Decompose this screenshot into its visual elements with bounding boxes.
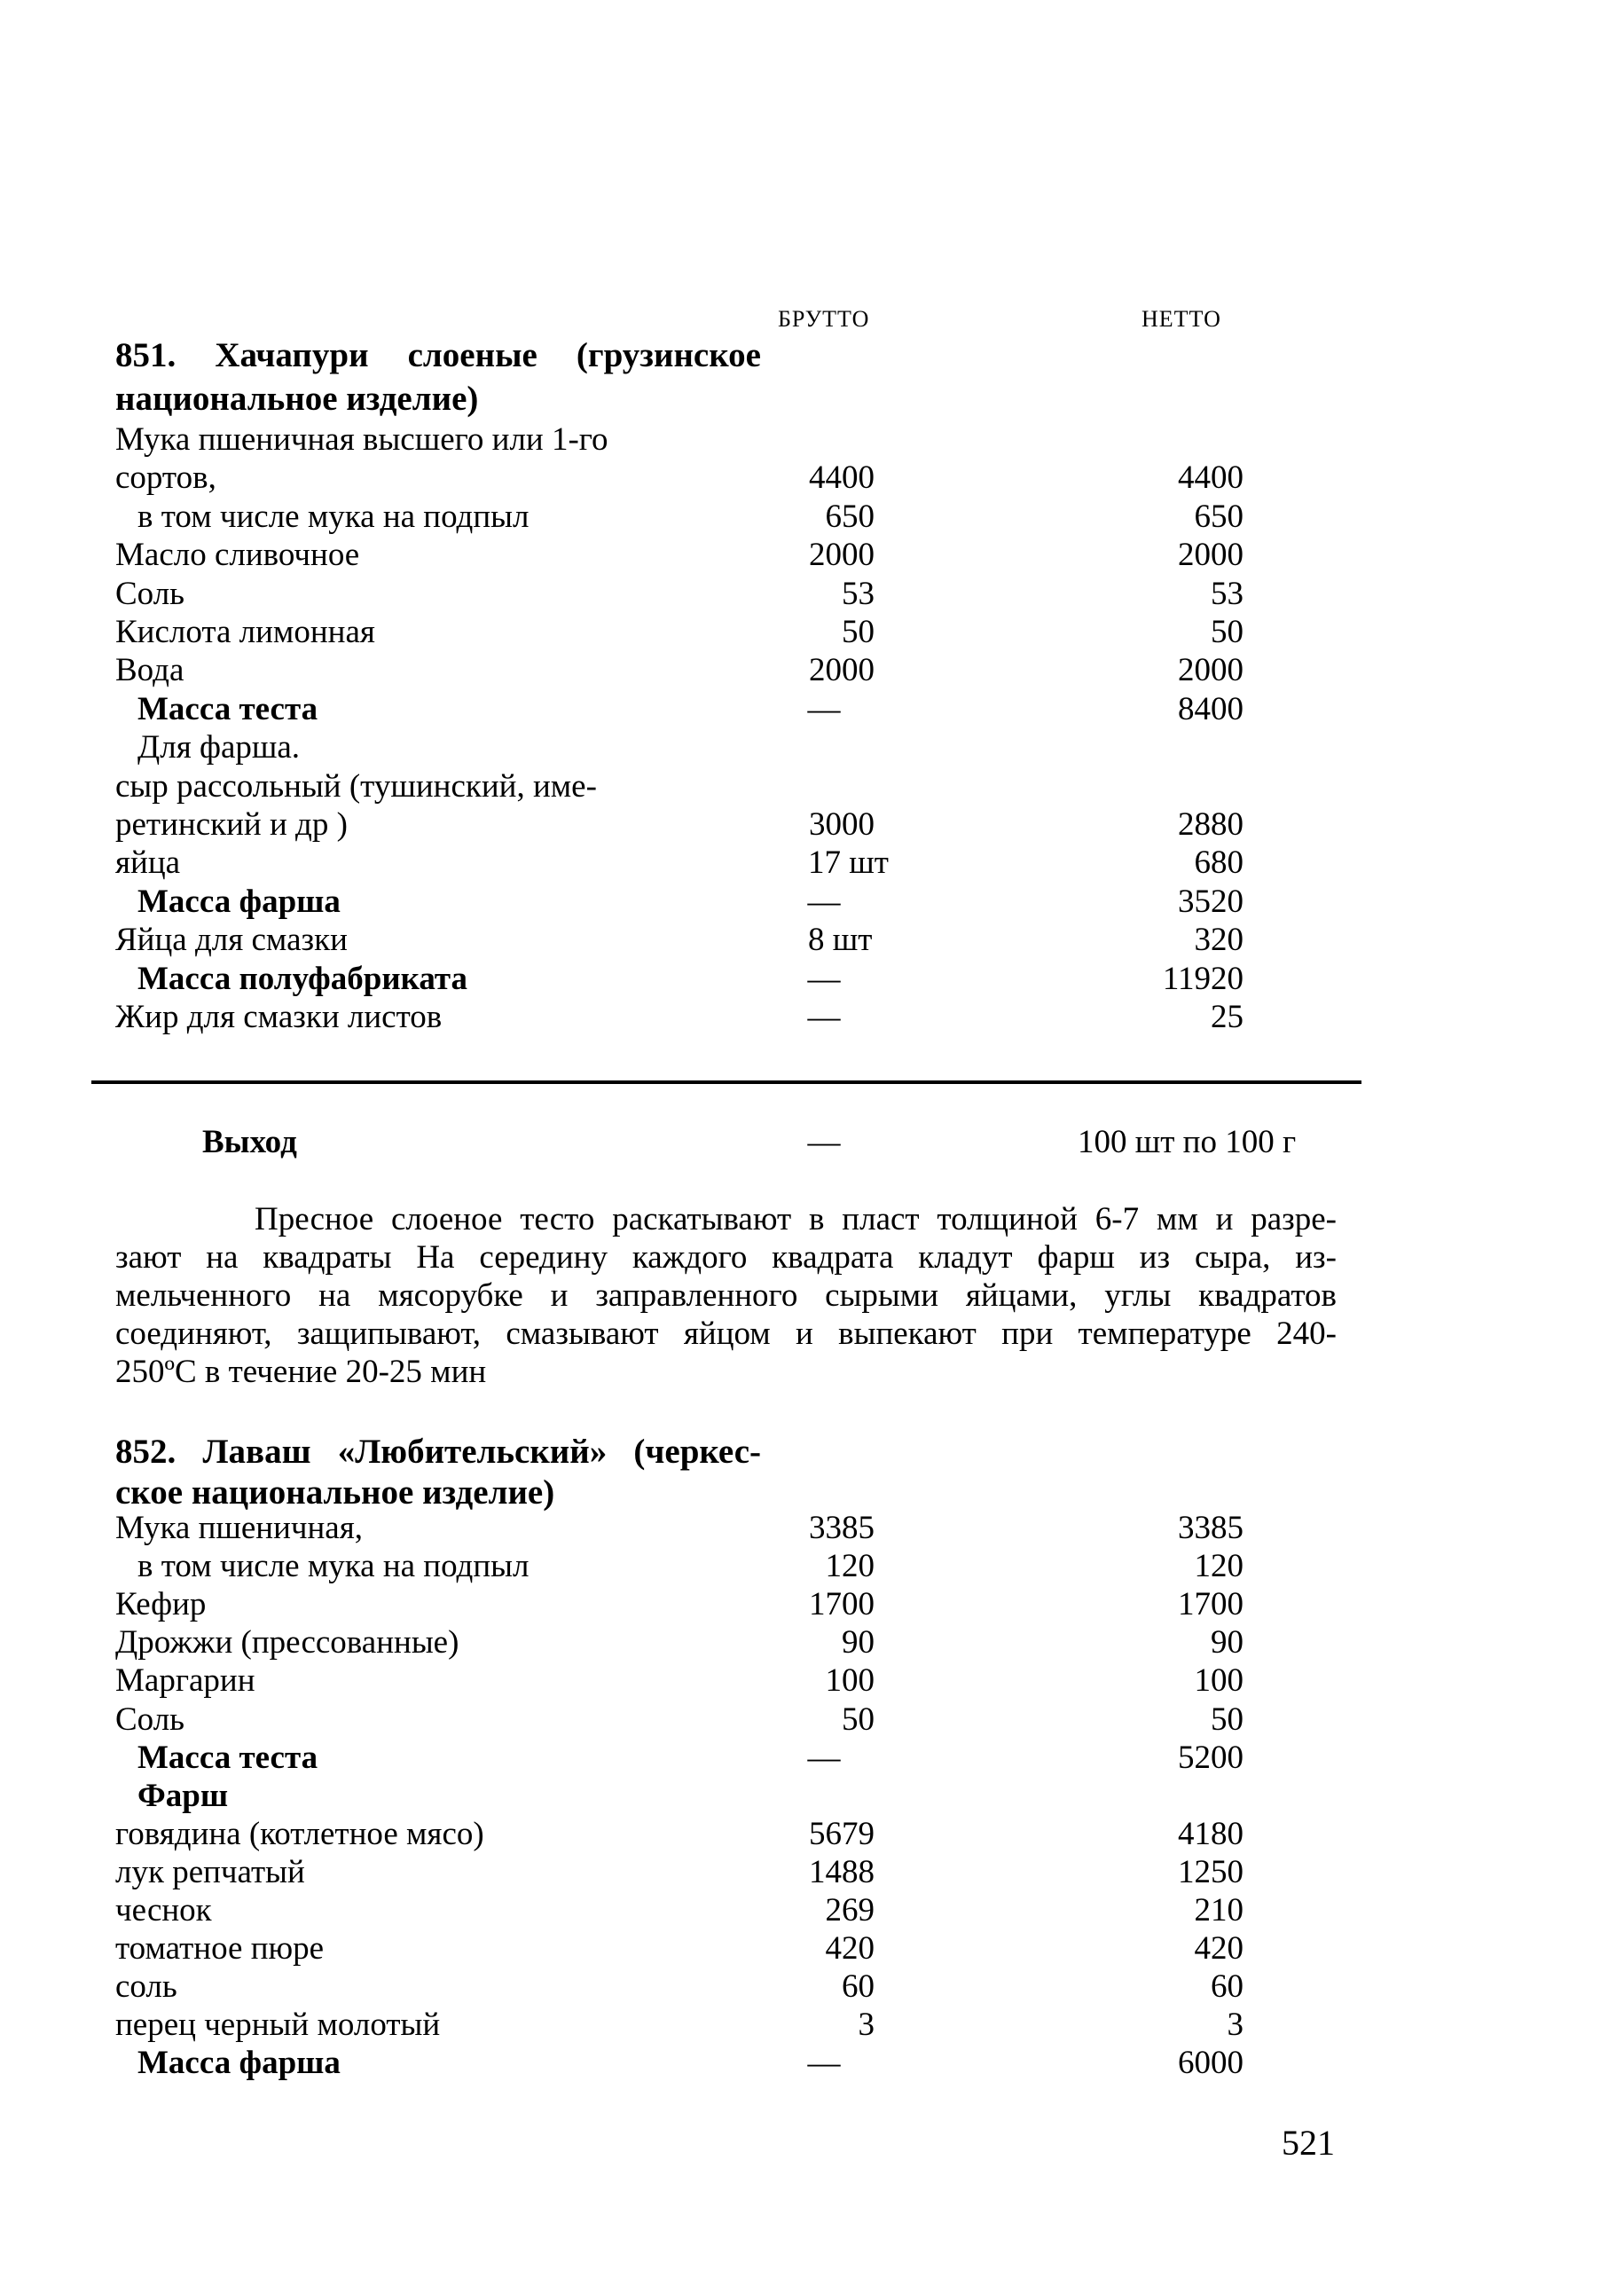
brutto-value: 1488 [809,1853,875,1890]
ingredient-row [0,844,1419,882]
ingredient-name: ретинский и др ) [115,806,348,843]
ingredient-row [0,1777,1419,1815]
ingredient-name: Масса фарша [137,2045,341,2082]
ingredient-name: Мука пшеничная высшего или 1-го [115,421,608,458]
brutto-value: 3385 [809,1510,875,1546]
netto-value: 1250 [1178,1853,1243,1890]
netto-value: 2880 [1178,806,1243,843]
recipe-851-title-line-1: 851. Хачапури слоеные (грузинское [115,336,761,374]
netto-value: 1700 [1178,1586,1243,1623]
brutto-value: 2000 [809,652,875,689]
ingredient-name: в том числе мука на подпыл [137,1548,530,1585]
brutto-value: 2000 [809,537,875,574]
ingredient-name: Маргарин [115,1662,255,1700]
ingredient-row [0,613,1419,651]
ingredient-name: лук репчатый [115,1853,305,1890]
recipe-851-instructions [115,1200,1337,1391]
ingredient-name: чеснок [115,1892,212,1928]
brutto-value: 269 [825,1892,875,1928]
yield-row [0,1123,1419,1161]
netto-value: 680 [1194,844,1243,882]
ingredient-row [0,805,1419,844]
column-header-netto: НЕТТО [1142,306,1221,332]
brutto-value: 5679 [809,1815,875,1852]
ingredient-row [0,1968,1419,2006]
ingredient-row [0,1547,1419,1585]
ingredient-name: Масло сливочное [115,537,360,574]
ingredient-name: соль [115,1968,177,2006]
ingredient-row [0,1509,1419,1547]
netto-value: 210 [1194,1892,1243,1928]
netto-value: 4400 [1178,460,1243,497]
ingredient-row [0,498,1419,536]
ingredient-name: яйца [115,844,181,882]
brutto-value: — [807,960,841,997]
ingredient-name: Яйца для смазки [115,922,348,959]
netto-value: 2000 [1178,537,1243,574]
ingredient-row [0,459,1419,497]
recipe-852-title-line-2: ское национальное изделие) [115,1473,555,1512]
ingredient-name: Дрожжи (прессованные) [115,1624,459,1661]
ingredient-name: Фарш [137,1777,229,1814]
yield-label: Выход [202,1124,297,1160]
ingredient-name: перец черный молотый [115,2007,441,2044]
netto-value: 650 [1194,498,1243,535]
divider-rule [91,1080,1361,1084]
netto-value: 25 [1211,999,1243,1035]
instructions-line: зают на квадраты На середину каждого квадрата кладут фарш из сыра, из- [115,1239,1337,1276]
ingredient-name: сортов, [115,460,216,497]
brutto-value: 50 [842,1701,875,1738]
netto-value: 53 [1211,575,1243,612]
instructions-line: мельченного на мясорубке и заправленного сырыми яйцами, углы квадратов [115,1277,1337,1314]
ingredient-name: Для фарша. [137,729,301,766]
ingredient-row [0,921,1419,959]
ingredient-row [0,728,1419,766]
ingredient-row [0,1739,1419,1777]
brutto-value: 100 [825,1662,875,1700]
brutto-value: — [807,1739,841,1776]
ingredient-row [0,1929,1419,1968]
netto-value: 320 [1194,922,1243,959]
recipe-852-title-line-1: 852. Лаваш «Любительский» (черкес- [115,1433,761,1471]
recipe-851-title-line-2: национальное изделие) [115,380,479,418]
ingredient-name: Масса теста [137,690,318,727]
brutto-value: 3000 [809,806,875,843]
brutto-value: 650 [825,498,875,535]
yield-netto: 100 шт по 100 г [1078,1124,1297,1160]
netto-value: 90 [1211,1624,1243,1661]
netto-value: 6000 [1178,2045,1243,2082]
ingredient-name: Жир для смазки листов [115,999,443,1035]
ingredient-name: Соль [115,1701,185,1738]
brutto-value: — [807,690,841,727]
ingredient-row [0,883,1419,921]
brutto-value: 3 [858,2007,875,2044]
ingredient-row [0,1891,1419,1929]
ingredient-name: Масса фарша [137,883,341,920]
page-number: 521 [1282,2123,1335,2163]
ingredient-row [0,420,1419,459]
ingredient-row [0,1661,1419,1700]
brutto-value: 17 шт [808,844,889,882]
ingredient-name: Соль [115,575,185,612]
ingredient-row [0,536,1419,574]
netto-value: 2000 [1178,652,1243,689]
netto-value: 50 [1211,614,1243,650]
instructions-line: соединяют, защипывают, смазывают яйцом и выпекают при температуре 240- [115,1316,1337,1352]
brutto-value: — [807,999,841,1035]
ingredient-row [0,960,1419,998]
netto-value: 8400 [1178,690,1243,727]
ingredient-name: Кефир [115,1586,207,1623]
netto-value: 420 [1194,1930,1243,1968]
netto-value: 5200 [1178,1739,1243,1776]
ingredient-row [0,651,1419,689]
ingredient-row [0,1815,1419,1853]
netto-value: 100 [1194,1662,1243,1700]
ingredient-name: в том числе мука на подпыл [137,498,530,535]
ingredient-row [0,1585,1419,1623]
ingredient-row [0,2006,1419,2044]
ingredient-name: Масса теста [137,1739,318,1776]
column-header-brutto: БРУТТО [778,306,870,332]
ingredient-row [0,767,1419,805]
brutto-value: 1700 [809,1586,875,1623]
ingredient-name: Мука пшеничная, [115,1510,363,1546]
ingredient-row [0,1623,1419,1661]
brutto-value: 8 шт [808,922,873,959]
instructions-line: Пресное слоеное тесто раскатывают в пласт толщиной 6-7 мм и разре- [255,1201,1337,1237]
ingredient-name: говядина (котлетное мясо) [115,1815,484,1852]
brutto-value: 50 [842,614,875,650]
ingredient-name: сыр рассольный (тушинский, име- [115,767,597,805]
brutto-value: 53 [842,575,875,612]
netto-value: 120 [1194,1548,1243,1585]
brutto-value: 60 [842,1968,875,2006]
instructions-line: 250ºС в течение 20-25 мин [115,1354,487,1390]
brutto-value: 4400 [809,460,875,497]
ingredient-row [0,575,1419,613]
netto-value: 3385 [1178,1510,1243,1546]
ingredient-row [0,1701,1419,1739]
brutto-value: — [807,2045,841,2082]
brutto-value: 90 [842,1624,875,1661]
ingredient-name: томатное пюре [115,1930,325,1968]
ingredient-name: Вода [115,652,184,689]
ingredient-name: Кислота лимонная [115,614,375,650]
yield-brutto: — [807,1124,841,1160]
ingredient-name: Масса полуфабриката [137,960,468,997]
netto-value: 11920 [1162,960,1243,997]
netto-value: 3520 [1178,883,1243,920]
ingredient-row [0,2044,1419,2082]
ingredient-row [0,998,1419,1036]
brutto-value: 120 [825,1548,875,1585]
ingredient-row [0,690,1419,728]
netto-value: 3 [1227,2007,1243,2044]
ingredient-row [0,1853,1419,1891]
brutto-value: 420 [825,1930,875,1968]
netto-value: 60 [1211,1968,1243,2006]
netto-value: 4180 [1178,1815,1243,1852]
brutto-value: — [807,883,841,920]
netto-value: 50 [1211,1701,1243,1738]
